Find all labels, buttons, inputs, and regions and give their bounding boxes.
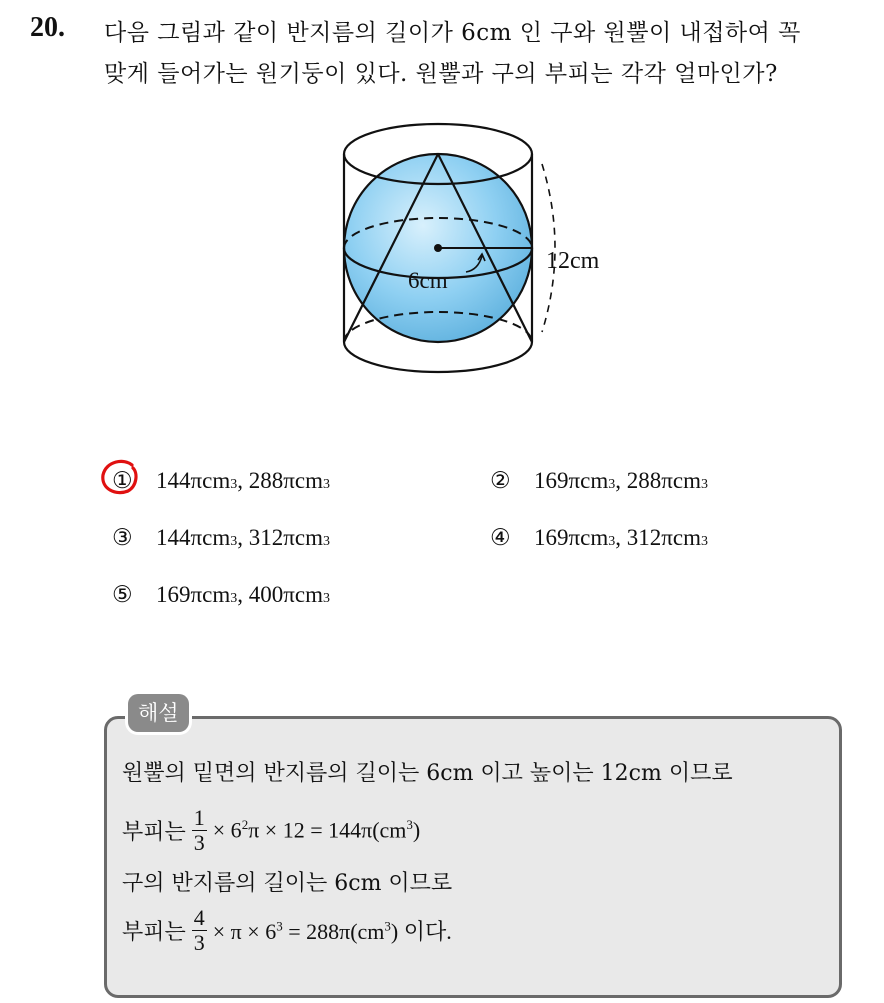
option-value-b: 312π (248, 525, 295, 550)
option-value-a: 169π (534, 468, 581, 493)
height-label: 12cm (546, 248, 600, 274)
cylinder-bottom-front (344, 342, 532, 372)
explanation-tag: 해설 (128, 694, 189, 732)
explanation-line-4-prefix: 부피는 (122, 920, 186, 945)
radius-label: 6cm (408, 268, 448, 293)
option-value-b: 400π (248, 582, 295, 607)
option-mark: ④ (490, 525, 511, 550)
option-value-a: 144π (156, 468, 203, 493)
question-text-line-2: 맞게 들어가는 원기둥이 있다. 원뿔과 구의 부피는 각각 얼마인가? (104, 61, 778, 87)
fraction-four-thirds: $\frac{4}{3}$ (193, 905, 205, 955)
fraction-one-third: $\frac{1}{3}$ (193, 805, 205, 855)
option-mark: ① (112, 468, 156, 494)
sphere-volume-expression: × $\pi \times 6^3 = 288\pi(cm^3)$ 이다. (212, 918, 452, 944)
option-mark: ③ (112, 525, 133, 550)
explanation-line-2 (122, 806, 420, 855)
explanation-line-1: 원뿔의 밑면의 반지름의 길이는 6cm 이고 높이는 12cm 이므로 (122, 761, 733, 786)
cylinder-sphere-cone-figure (330, 120, 630, 390)
option-mark: ⑤ (112, 582, 133, 607)
explanation-line-2-prefix: 부피는 (122, 820, 186, 845)
option-value-a: 169π (156, 582, 203, 607)
explanation-line-3: 구의 반지름의 길이는 6cm 이므로 (122, 871, 453, 896)
cone-volume-expression: × $6^2\pi \times 12 = 144\pi(cm^3)$ (212, 817, 421, 843)
option-mark: ② (490, 468, 511, 493)
question-number: 20. (30, 12, 65, 43)
option-value-b: 288π (626, 468, 673, 493)
option-value-b: 288π (248, 468, 295, 493)
question-text-line-1: 다음 그림과 같이 반지름의 길이가 6cm 인 구와 원뿔이 내접하여 꼭 (104, 20, 801, 46)
selection-circle (100, 459, 142, 497)
explanation-line-4 (122, 906, 452, 955)
option-4[interactable]: ④ 169π cm 3 , 312π cm 3 (490, 525, 708, 550)
option-3[interactable]: ③ 144π cm 3 , 312π cm 3 (112, 525, 330, 550)
option-5[interactable]: ⑤ 169π cm 3 , 400π cm 3 (112, 582, 330, 607)
option-value-a: 144π (156, 525, 203, 550)
option-value-a: 169π (534, 525, 581, 550)
option-2[interactable]: ② 169π cm 3 , 288π cm 3 (490, 468, 708, 493)
option-1[interactable]: ① 144π cm 3 , 288π cm 3 (112, 468, 330, 494)
option-value-b: 312π (626, 525, 673, 550)
